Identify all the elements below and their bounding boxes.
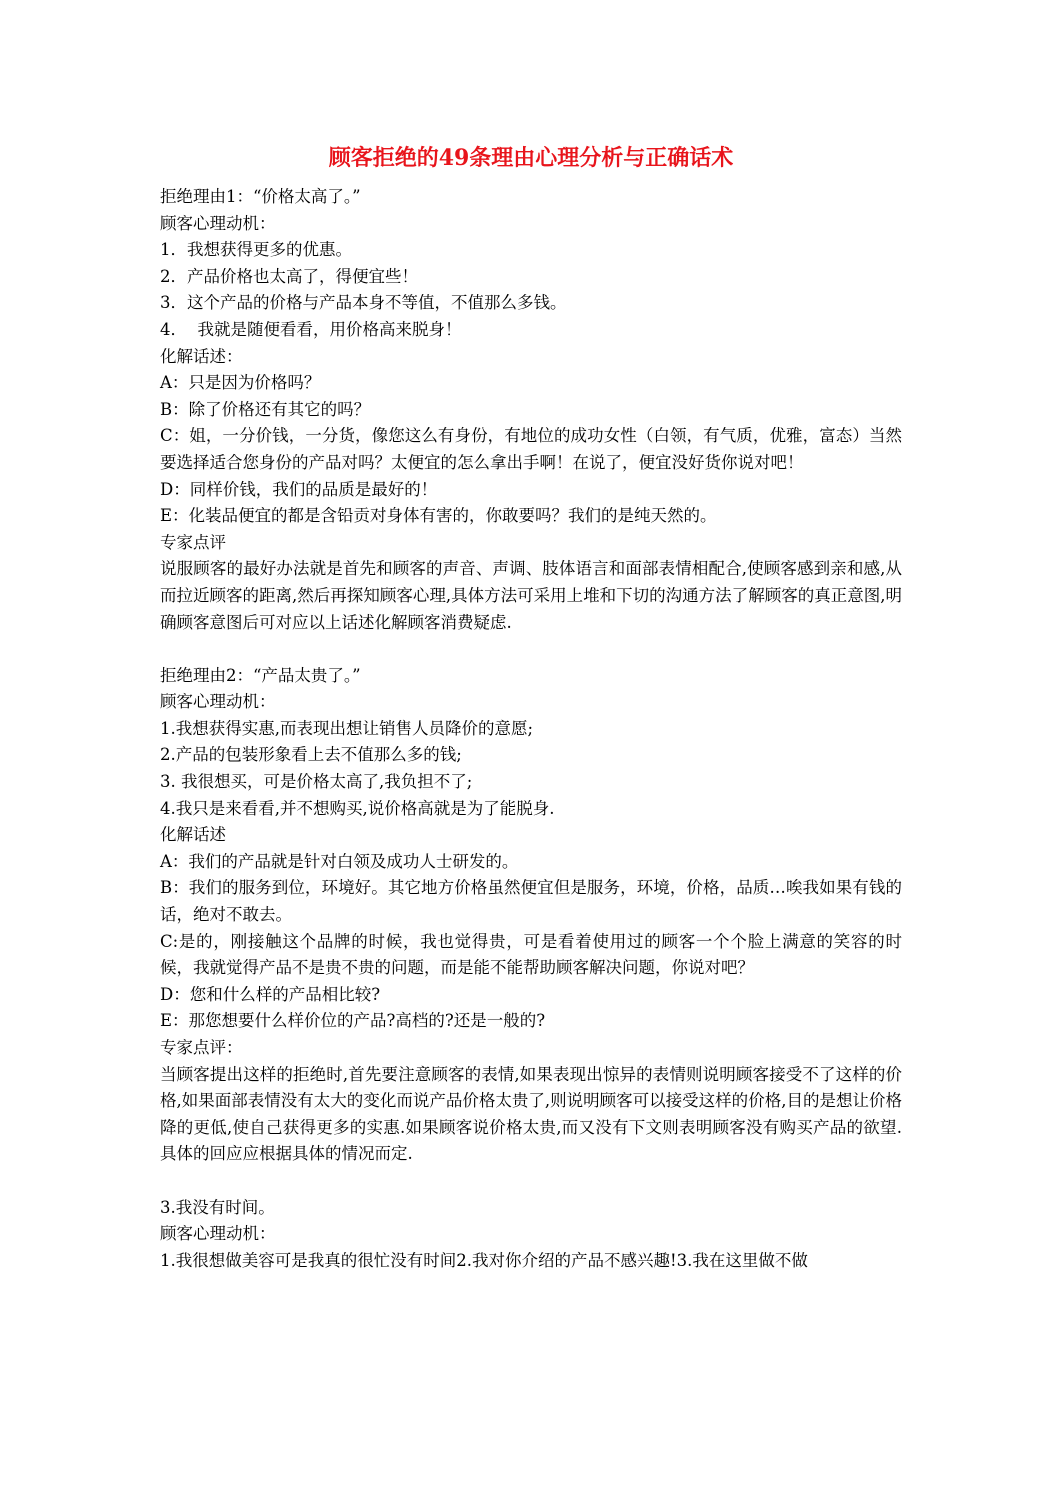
motive-label: 顾客心理动机： [160,1224,276,1244]
section-1 [160,184,902,636]
answer-item: B：我们的服务到位，环境好。其它地方价格虽然便宜但是服务，环境，价格，品质…唉我如果有钱的话，绝对不敢去。 [160,878,902,925]
answer-item: A：只是因为价格吗？ [160,373,321,393]
paragraph-spacer [160,636,902,663]
motive-label: 顾客心理动机： [160,213,276,233]
answer-item: C：姐，一分价钱，一分货，像您这么有身份，有地位的成功女性（白领，有气质，优雅，富态）当然要选择适合您身份的产品对吗？太便宜的怎么拿出手啊！在说了，便宜没好货你说对吧！ [160,426,902,472]
section-3 [160,1195,902,1275]
answer-label: 化解话述 [160,825,226,845]
motive-item: 1．我想获得更多的优惠。 [160,240,352,260]
motive-item: 2.产品的包装形象看上去不值那么多的钱; [160,745,462,765]
motive-item: 2．产品价格也太高了，得便宜些！ [160,266,418,286]
answer-label: 化解话述： [160,346,243,366]
answer-item: B：除了价格还有其它的吗？ [160,399,371,419]
expert-text: 当顾客提出这样的拒绝时,首先要注意顾客的表情,如果表现出惊异的表情则说明顾客接受不了这样的价格,如果面部表情没有太大的变化而说产品价格太贵了,则说明顾客可以接受这样的价格,目的是想让价格降的更低,使自己获得更多的实惠.如果顾客说价格太贵,而又没有下文则表明顾客没有购买产品的欲望.具体的回应应根据具体的情况而定. [160,1064,902,1164]
motive-item: 4． 我就是随便看看，用价格高来脱身！ [160,319,462,339]
section-heading: 拒绝理由2：“产品太贵了。” [160,665,361,685]
expert-label: 专家点评 [160,532,226,552]
motive-item: 4.我只是来看看,并不想购买,说价格高就是为了能脱身. [160,798,555,818]
section-2 [160,663,902,1168]
answer-item: D：同样价钱，我们的品质是最好的！ [160,479,438,499]
document-page [160,140,902,1274]
answer-item: D：您和什么样的产品相比较? [160,984,381,1004]
document-title: 顾客拒绝的49条理由心理分析与正确话术 [328,145,734,171]
section-heading: 3.我没有时间。 [160,1197,275,1217]
motive-text: 1.我很想做美容可是我真的很忙没有时间2.我对你介绍的产品不感兴趣!3.我在这里做不做 [160,1250,808,1270]
expert-label: 专家点评： [160,1038,243,1057]
paragraph-spacer [160,1168,902,1195]
motive-item: 1.我想获得实惠,而表现出想让销售人员降价的意愿; [160,718,534,738]
answer-item: E：那您想要什么样价位的产品?高档的?还是一般的? [160,1011,546,1031]
motive-item: 3．这个产品的价格与产品本身不等值，不值那么多钱。 [160,293,567,313]
answer-item: E：化装品便宜的都是含铅贡对身体有害的，你敢要吗？我们的是纯天然的。 [160,506,717,526]
answer-item: C:是的，刚接触这个品牌的时候，我也觉得贵，可是看着使用过的顾客一个个脸上满意的笑容的时候，我就觉得产品不是贵不贵的问题，而是能不能帮助顾客解决问题，你说对吧？ [160,931,902,978]
section-heading: 拒绝理由1：“价格太高了。” [160,187,361,206]
expert-text: 说服顾客的最好办法就是首先和顾客的声音、声调、肢体语言和面部表情相配合,使顾客感到亲和感,从而拉近顾客的距离,然后再探知顾客心理,具体方法可采用上堆和下切的沟通方法了解顾客的真正意图,明确顾客意图后可对应以上话述化解顾客消费疑虑. [160,559,902,632]
answer-item: A：我们的产品就是针对白领及成功人士研发的。 [160,851,519,871]
motive-label: 顾客心理动机： [160,692,276,712]
motive-item: 3. 我很想买，可是价格太高了,我负担不了; [160,772,473,792]
